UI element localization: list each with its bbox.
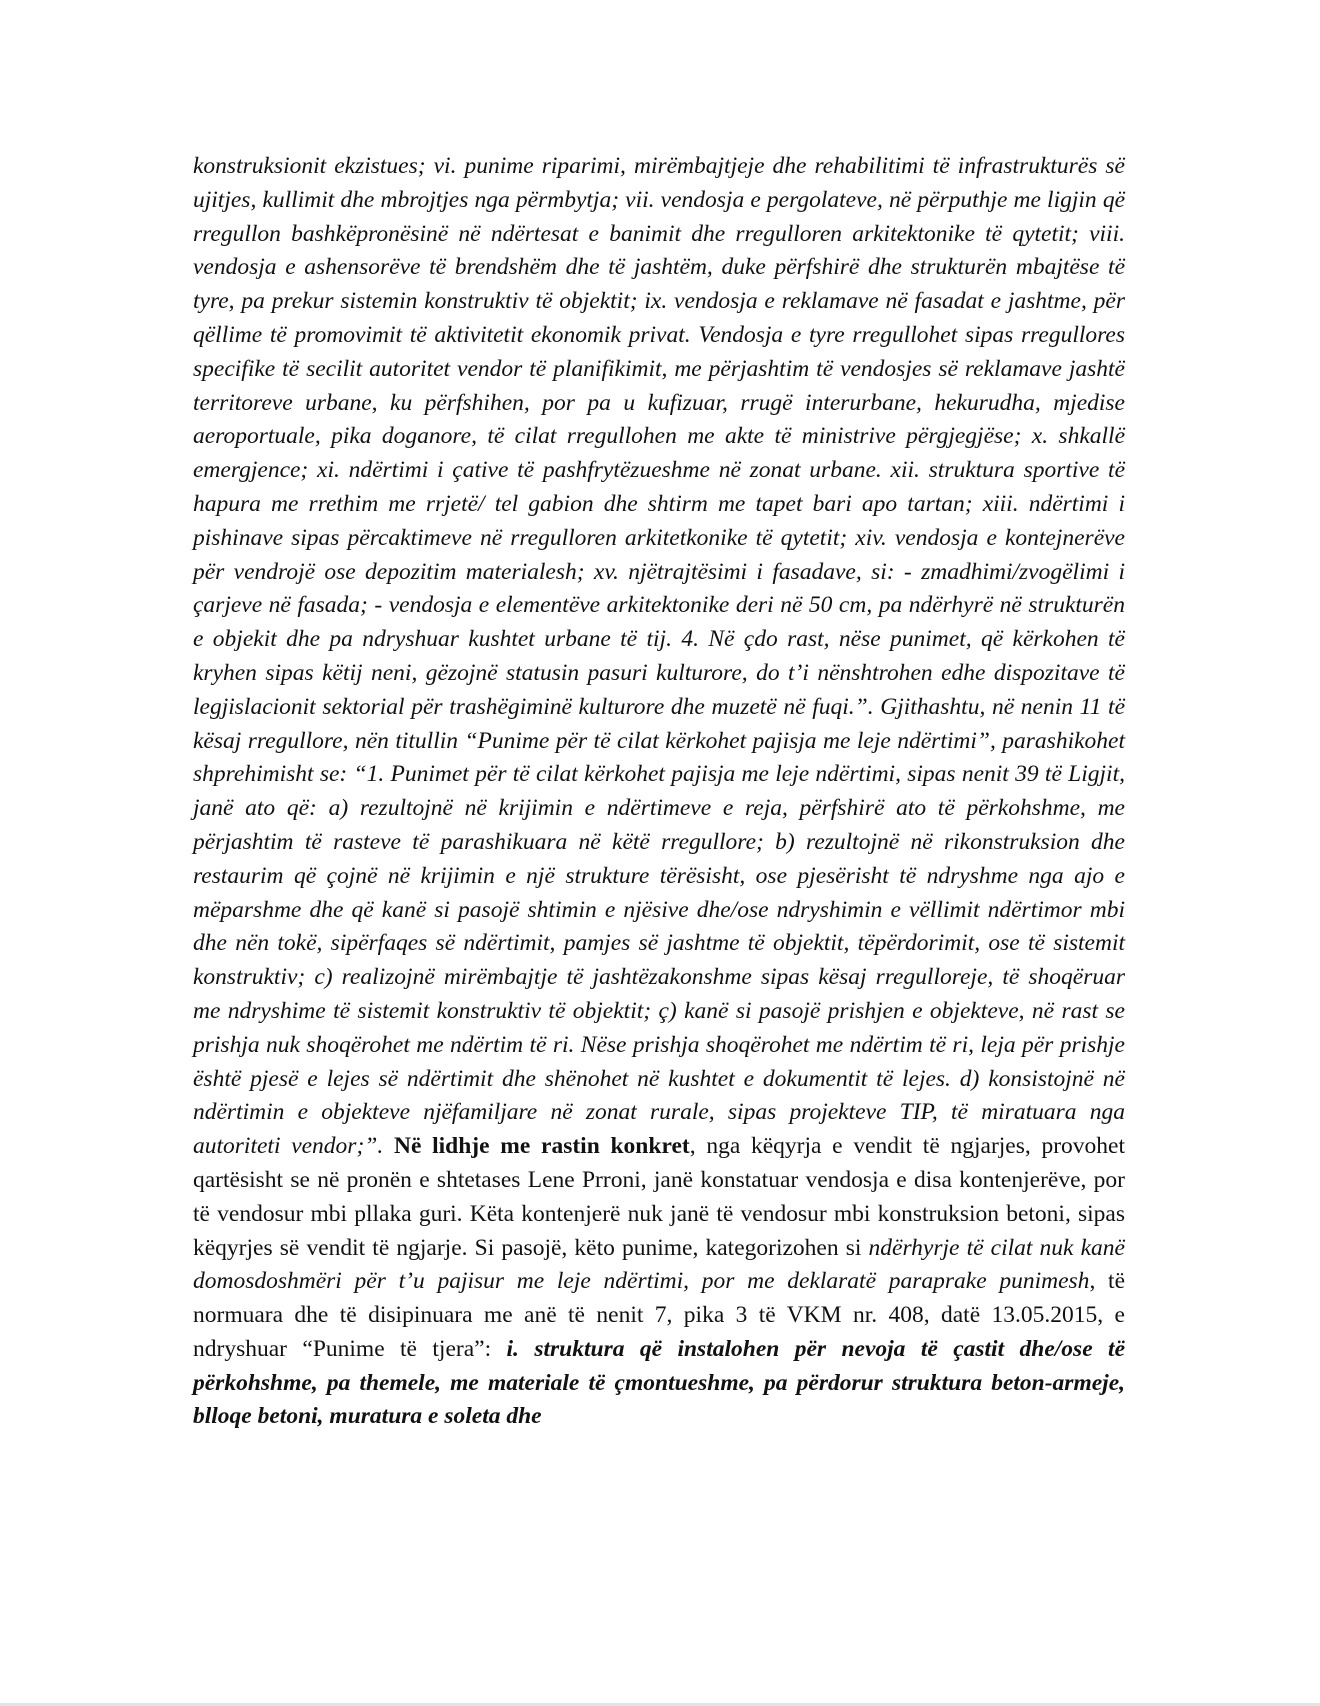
paragraph <box>193 150 1125 1434</box>
body-text-run: , nga këqyrja e vendit të ngjarjes, provohet qartësisht se në pronën e shtetases Lene Prroni, janë konstatuar vendosja e disa kontenjerëve, por të vendosur mbi pllaka guri. Këta kontenjerë nuk janë të vendosur mbi konstruksion betoni, sipas këqyrjes së vendit të ngjarje. Si pasojë, këto punime, kategorizohen si <box>193 1133 1126 1261</box>
italic-emphasis-text: ndërhyrje të cilat nuk kanë domosdoshmëri për t’u pajisur me leje ndërtimi, por me deklaratë paraprake punimesh <box>193 1234 1125 1295</box>
spacer-text <box>383 1133 394 1159</box>
bold-heading-text: Në lidhje me rastin konkret <box>393 1133 690 1160</box>
body-text-run: , të normuara dhe të disipinuara me anë të nenit 7, pika 3 të VKM nr. 408, datë 13.05.2015, e ndryshuar “Punime të tjera”: <box>193 1268 1125 1362</box>
body-text <box>193 150 1125 1434</box>
bold-italic-quote-text: i. struktura që instalohen për nevoja të çastit dhe/ose të përkohshme, pa themele, me materiale të çmontueshme, pa përdorur struktura beton-armeje, blloqe betoni, muratura e soleta dhe <box>193 1335 1125 1430</box>
italic-quote-text: konstruksionit ekzistues; vi. punime riparimi, mirëmbajtjeje dhe rehabilitimi të infrastrukturës së ujitjes, kullimit dhe mbrojtjes nga përmbytja; vii. vendosja e pergolateve, në përputhje me ligjin që rregullon bashkëpronësinë në ndërtesat e banimit dhe rregulloren arkitektonike të qytetit; viii. vendosja e ashensorëve të brendshëm dhe të jashtëm, duke përfshirë dhe strukturën mbajtëse të tyre, pa prekur sistemin konstruktiv të objektit; ix. vendosja e reklamave në fasadat e jashtme, për qëllime të promovimit të aktivitetit ekonomik privat. Vendosja e tyre rregullohet sipas rregullores specifike të secilit autoritet vendor të planifikimit, me përjashtim të vendosjes së reklamave jashtë territoreve urbane, ku përfshihen, por pa u kufizuar, rrugë interurbane, hekurudha, mjedise aeroportuale, pika doganore, të cilat rregullohen me akte të ministrive përgjegjëse; x. shkallë emergjence; xi. ndërtimi i çative të pashfrytëzueshme në zonat urbane. xii. struktura sportive të hapura me rrethim me rrjetë/ tel gabion dhe shtirm me tapet bari apo tartan; xiii. ndërtimi i pishinave sipas përcaktimeve në rregulloren arkitetkonike të qytetit; xiv. vendosja e kontejnerëve për vendrojë ose depozitim materialesh; xv. njëtrajtësimi i fasadave, si: - zmadhimi/zvogëlimi i çarjeve në fasada; - vendosja e elementëve arkitektonike deri në 50 cm, pa ndërhyrë në strukturën e objekit dhe pa ndryshuar kushtet urbane të tij. 4. Në çdo rast, nëse punimet, që kërkohen të kryhen sipas këtij neni, gëzojnë statusin pasuri kulturore, do t’i nënshtrohen edhe dispozitave të legjislacionit sektorial për trashëgiminë kulturore dhe muzetë në fuqi.”. Gjithashtu, në nenin 11 të kësaj rregullore, nën titullin “Punime për të cilat kërkohet pajisja me leje ndërtimi”, parashikohet shprehimisht se: “1. Punimet për të cilat kërkohet pajisja me leje ndërtimi, sipas nenit 39 të Ligjit, janë ato që: a) rezultojnë në krijimin e ndërtimeve e reja, përfshirë ato të përkohshme, me përjashtim të rasteve të parashikuara në këtë rregullore; b) rezultojnë në rikonstruksion dhe restaurim që çojnë në krijimin e një strukture tërësisht, ose pjesërisht të ndryshme nga ajo e mëparshme dhe që kanë si pasojë shtimin e njësive dhe/ose ndryshimin e vëllimit ndërtimor mbi dhe nën tokë, sipërfaqes së ndërtimit, pamjes së jashtme të objektit, tëpërdorimit, ose të sistemit konstruktiv; c) realizojnë mirëmbajtje të jashtëzakonshme sipas kësaj rregulloreje, të shoqëruar me ndryshime të sistemit konstruktiv të objektit; ç) kanë si pasojë prishjen e objekteve, në rast se prishja nuk shoqërohet me ndërtim të ri. Nëse prishja shoqërohet me ndërtim të ri, leja për prishje është pjesë e lejes së ndërtimit dhe shënohet në kushtet e dokumentit të lejes. d) konsistojnë në ndërtimin e objekteve njëfamiljare në zonat rurale, sipas projekteve TIP, të miratuara nga autoriteti vendor;”. <box>193 153 1125 1160</box>
